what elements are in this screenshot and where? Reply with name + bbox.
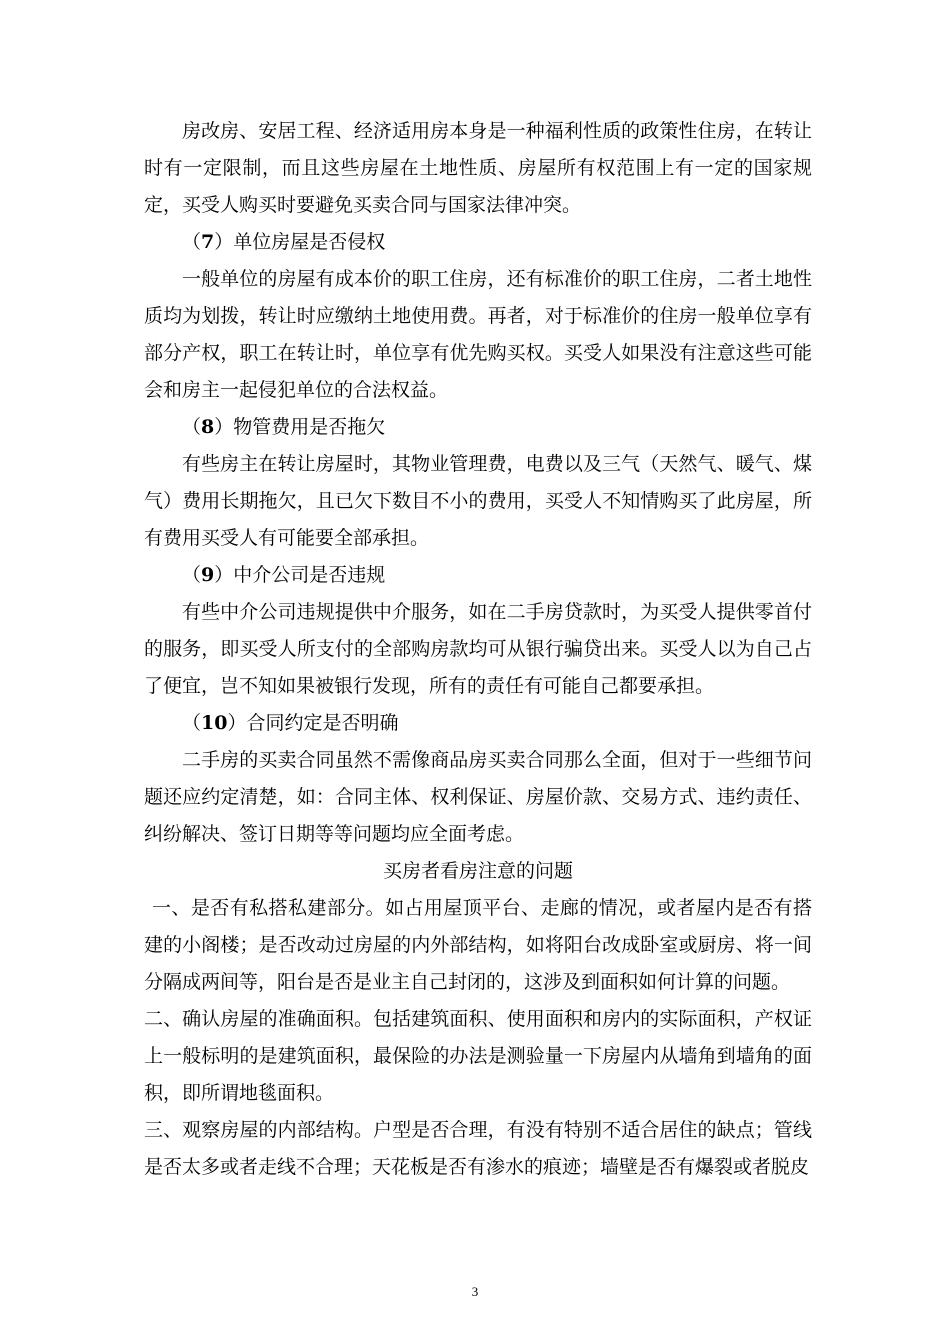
heading-8-number: 8 — [201, 416, 215, 438]
paragraph-policy-housing: 房改房、安居工程、经济适用房本身是一种福利性质的政策性住房，在转让时有一定限制，而且这些房屋在土地性质、房屋所有权范围上有一定的国家规定，买受人购买时要避免买卖合同与国家法律冲突。 — [144, 120, 812, 216]
heading-10-number: 10 — [201, 712, 228, 734]
heading-7: （7）单位房屋是否侵权 — [182, 231, 386, 253]
list-item-structure: 三、观察房屋的内部结构。户型是否合理，有没有特别不适合居住的缺点；管线是否太多或者走线不合理；天花板是否有渗水的痕迹；墙壁是否有爆裂或者脱皮 — [144, 1119, 812, 1178]
paragraph-unit-housing: 一般单位的房屋有成本价的职工住房，还有标准价的职工住房，二者土地性质均为划拨，转让时应缴纳土地使用费。再者，对于标准价的住房一般单位享有部分产权，职工在转让时，单位享有优先购买权。买受人如果没有注意这些可能会和房主一起侵犯单位的合法权益。 — [144, 268, 812, 401]
page-number: 3 — [471, 1284, 479, 1299]
heading-9-number: 9 — [201, 564, 215, 586]
paragraph-agency: 有些中介公司违规提供中介服务，如在二手房贷款时，为买受人提供零首付的服务，即买受人所支付的全部购房款均可从银行骗贷出来。买受人以为自己占了便宜，岂不知如果被银行发现，所有的责任有可能自己都要承担。 — [144, 601, 812, 697]
heading-7-number: 7 — [201, 231, 215, 253]
heading-7-text: 单位房屋是否侵权 — [233, 231, 386, 253]
heading-8-text: 物管费用是否拖欠 — [233, 416, 386, 438]
paragraph-property-fees: 有些房主在转让房屋时，其物业管理费，电费以及三气（天然气、暖气、煤气）费用长期拖欠，且已欠下数目不小的费用，买受人不知情购买了此房屋，所有费用买受人有可能要全部承担。 — [144, 453, 812, 549]
heading-10-text: 合同约定是否明确 — [246, 712, 399, 734]
list-item-illegal-construction: 一、是否有私搭私建部分。如占用屋顶平台、走廊的情况，或者屋内是否有搭建的小阁楼；是否改动过房屋的内外部结构，如将阳台改成卧室或厨房、将一间分隔成两间等，阳台是否是业主自己封闭的，这涉及到面积如何计算的问题。 — [144, 897, 812, 993]
heading-10: （10）合同约定是否明确 — [182, 712, 399, 734]
heading-9: （9）中介公司是否违规 — [182, 564, 386, 586]
section-title: 买房者看房注意的问题 — [382, 860, 573, 882]
paragraph-contract: 二手房的买卖合同虽然不需像商品房买卖合同那么全面，但对于一些细节问题还应约定清楚，如：合同主体、权利保证、房屋价款、交易方式、违约责任、纠纷解决、签订日期等等问题均应全面考虑。 — [144, 749, 812, 845]
heading-9-text: 中介公司是否违规 — [233, 564, 386, 586]
document-body — [144, 113, 812, 1186]
heading-8: （8）物管费用是否拖欠 — [182, 416, 386, 438]
list-item-area: 二、确认房屋的准确面积。包括建筑面积、使用面积和房内的实际面积，产权证上一般标明的是建筑面积，最保险的办法是测验量一下房屋内从墙角到墙角的面积，即所谓地毯面积。 — [144, 1008, 812, 1104]
